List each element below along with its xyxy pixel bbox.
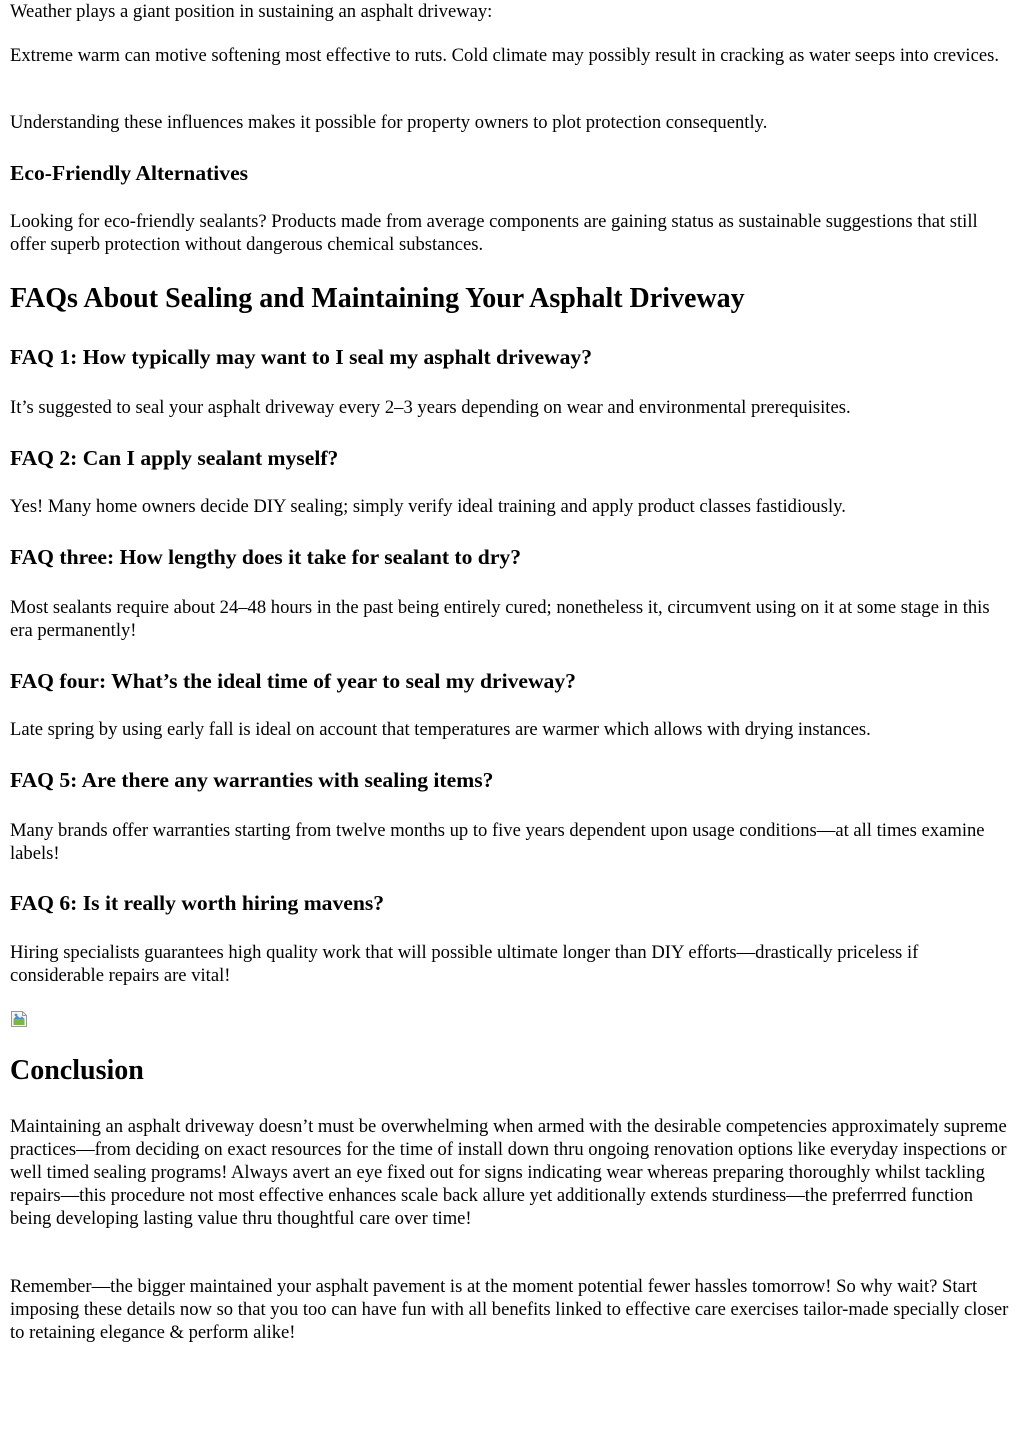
paragraph-faq-1-answer: It’s suggested to seal your asphalt driveway every 2–3 years depending on wear and environmental prerequisites.	[10, 397, 851, 418]
heading-faq-3: FAQ three: How lengthy does it take for sealant to dry?	[10, 545, 521, 569]
paragraph-conclusion-1: Maintaining an asphalt driveway doesn’t must be overwhelming when armed with the desirable competencies approximately supreme practices—from deciding on exact resources for the time of install down thru ongoing renovation options like everyday inspections or well timed sealing programs! Always avert an eye fixed out for signs indicating wear whereas preparing thoroughly whilst tackling repairs—this procedure not most effective enhances scale back allure yet additionally extends sturdiness—the preferrred function being developing lasting value thru thoughtful care over time!	[10, 1116, 1007, 1229]
paragraph-weather-intro: Weather plays a giant position in sustaining an asphalt driveway:	[10, 1, 493, 22]
heading-faq-5: FAQ 5: Are there any warranties with sealing items?	[10, 768, 494, 792]
paragraph-eco-sealants: Looking for eco-friendly sealants? Products made from average components are gaining status as sustainable suggestions that still offer superb protection without dangerous chemical substances.	[10, 211, 978, 255]
paragraph-faq-6-answer: Hiring specialists guarantees high quality work that will possible ultimate longer than DIY efforts—drastically priceless if considerable repairs are vital!	[10, 942, 919, 986]
paragraph-extreme-heat: Extreme warm can motive softening most effective to ruts. Cold climate may possibly result in cracking as water seeps into crevices.	[10, 45, 999, 66]
heading-faq-4: FAQ four: What’s the ideal time of year to seal my driveway?	[10, 669, 576, 693]
heading-conclusion: Conclusion	[10, 1055, 144, 1086]
paragraph-faq-5-answer: Many brands offer warranties starting from twelve months up to five years dependent upon usage conditions—at all times examine labels!	[10, 820, 985, 864]
paragraph-conclusion-2: Remember—the bigger maintained your asphalt pavement is at the moment potential fewer hassles tomorrow! So why wait? Start imposing these details now so that you too can have fun with all benefits linked to effective care exercises tailor-made specially closer to retaining elegance & perform alike!	[10, 1276, 1009, 1343]
paragraph-understanding: Understanding these influences makes it possible for property owners to plot protection consequently.	[10, 112, 768, 133]
heading-faqs: FAQs About Sealing and Maintaining Your Asphalt Driveway	[10, 283, 745, 314]
heading-faq-6: FAQ 6: Is it really worth hiring mavens?	[10, 891, 385, 915]
heading-faq-1: FAQ 1: How typically may want to I seal my asphalt driveway?	[10, 345, 593, 369]
paragraph-faq-3-answer: Most sealants require about 24–48 hours in the past being entirely cured; nonetheless it, circumvent using on it at some stage in this era permanently!	[10, 597, 990, 641]
paragraph-faq-2-answer: Yes! Many home owners decide DIY sealing; simply verify ideal training and apply product classes fastidiously.	[10, 496, 846, 517]
paragraph-faq-4-answer: Late spring by using early fall is ideal on account that temperatures are warmer which allows with drying instances.	[10, 719, 871, 740]
heading-eco-friendly: Eco-Friendly Alternatives	[10, 161, 249, 185]
broken-image-icon	[10, 1010, 30, 1028]
heading-faq-2: FAQ 2: Can I apply sealant myself?	[10, 446, 339, 470]
